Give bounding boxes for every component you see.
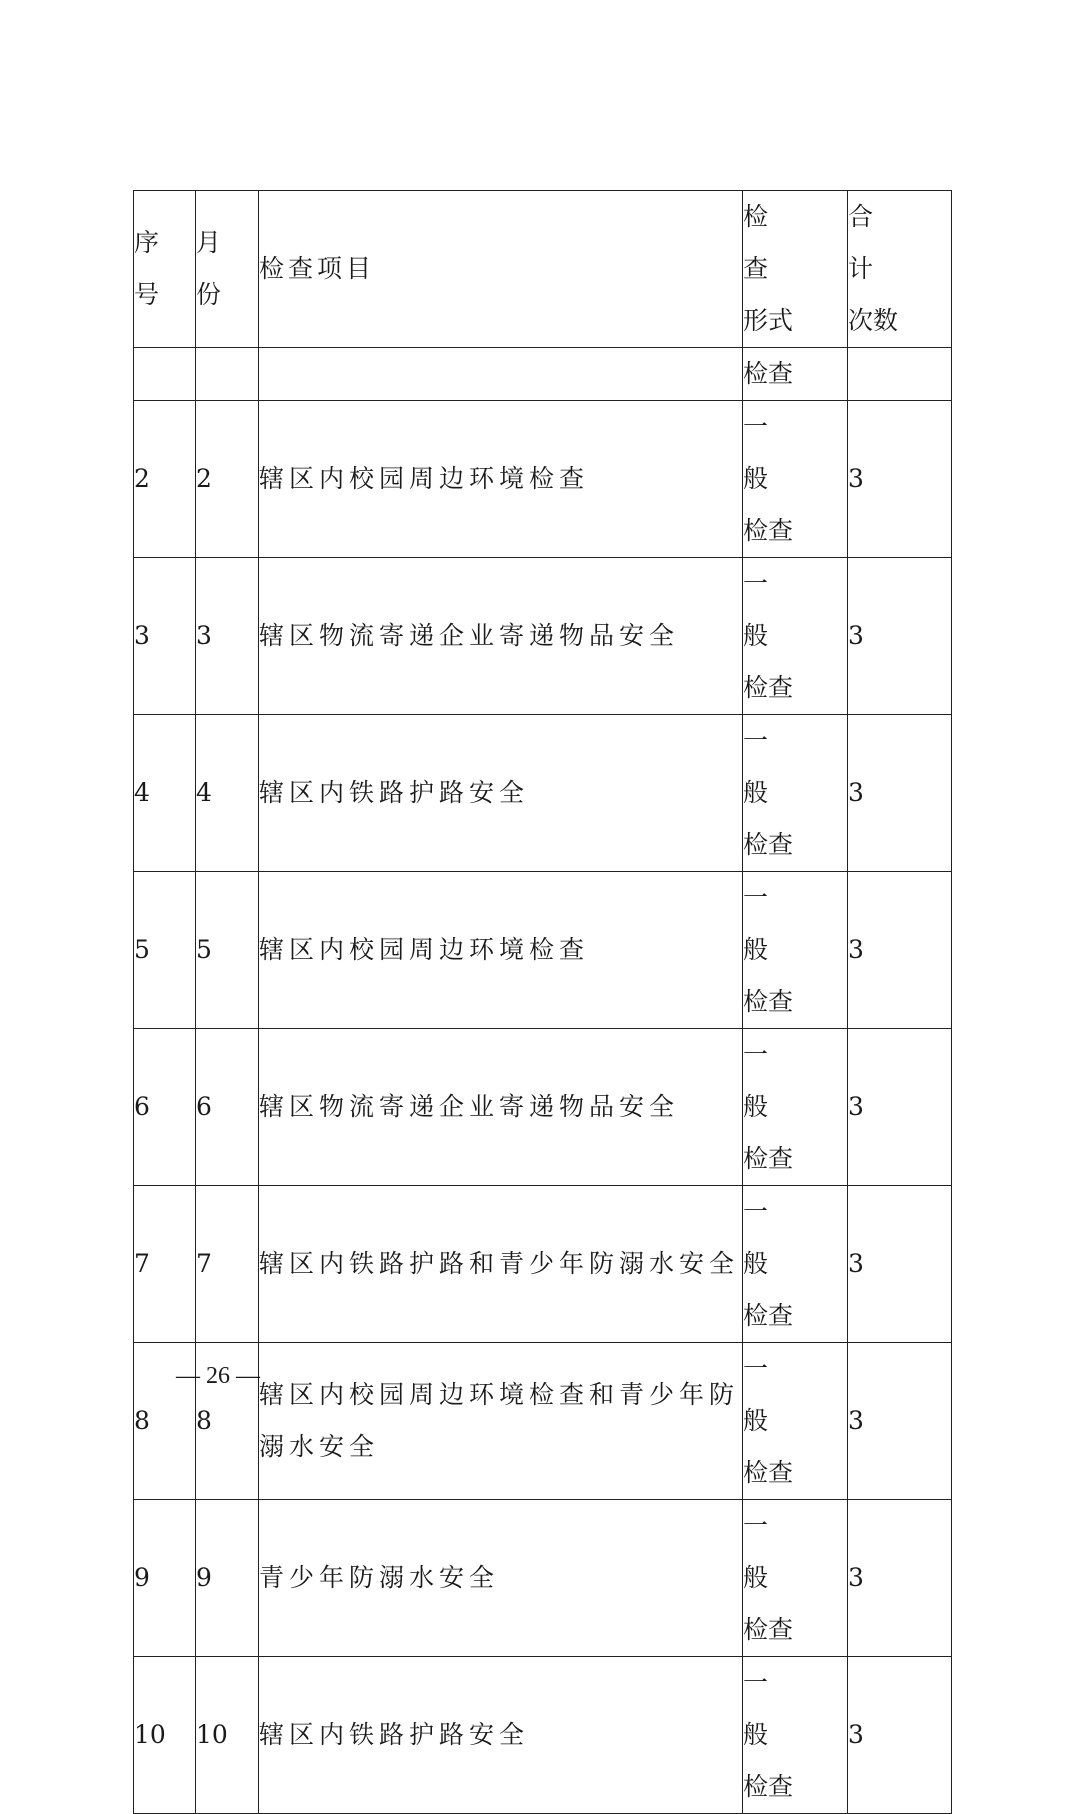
row-month: 8: [196, 1343, 259, 1500]
table-header-row: [134, 191, 952, 348]
row-count: 3: [848, 1657, 952, 1814]
row-item: 辖区物流寄递企业寄递物品安全: [259, 558, 743, 715]
table-row: [134, 1657, 952, 1814]
inspection-schedule-table: [133, 190, 952, 1814]
row-month: 3: [196, 558, 259, 715]
row-form: 一 般 检查: [743, 1500, 848, 1657]
row-form: 一 般 检查: [743, 401, 848, 558]
row-month: 9: [196, 1500, 259, 1657]
row-seq: 5: [134, 872, 196, 1029]
continued-form: 检查: [743, 348, 848, 401]
continued-seq: [134, 348, 196, 401]
row-seq: 6: [134, 1029, 196, 1186]
header-form: 检 查 形式: [743, 191, 848, 348]
table-row: [134, 1029, 952, 1186]
table-row: [134, 558, 952, 715]
header-item: 检查项目: [259, 191, 743, 348]
row-month: 5: [196, 872, 259, 1029]
row-count: 3: [848, 558, 952, 715]
row-seq: 2: [134, 401, 196, 558]
row-form: 一 般 检查: [743, 1029, 848, 1186]
row-form: 一 般 检查: [743, 558, 848, 715]
row-item: 辖区内铁路护路和青少年防溺水安全: [259, 1186, 743, 1343]
row-seq: 4: [134, 715, 196, 872]
row-form: 一 般 检查: [743, 1343, 848, 1500]
row-month: 4: [196, 715, 259, 872]
row-form: 一 般 检查: [743, 715, 848, 872]
continued-row: [134, 348, 952, 401]
row-item: 辖区内校园周边环境检查: [259, 872, 743, 1029]
table-row: [134, 1186, 952, 1343]
row-count: 3: [848, 1500, 952, 1657]
row-count: 3: [848, 872, 952, 1029]
row-count: 3: [848, 1029, 952, 1186]
row-seq: 10: [134, 1657, 196, 1814]
table-row: [134, 401, 952, 558]
row-seq: 7: [134, 1186, 196, 1343]
row-form: 一 般 检查: [743, 1186, 848, 1343]
page-number: — 26 —: [176, 1363, 260, 1389]
row-form: 一 般 检查: [743, 1657, 848, 1814]
row-month: 7: [196, 1186, 259, 1343]
row-count: 3: [848, 1186, 952, 1343]
row-item: 辖区内校园周边环境检查和青少年防溺水安全: [259, 1343, 743, 1500]
header-count: 合 计 次数: [848, 191, 952, 348]
row-month: 10: [196, 1657, 259, 1814]
row-seq: 3: [134, 558, 196, 715]
table-row: [134, 715, 952, 872]
row-item: 辖区内铁路护路安全: [259, 715, 743, 872]
continued-item: [259, 348, 743, 401]
row-month: 6: [196, 1029, 259, 1186]
row-count: 3: [848, 401, 952, 558]
row-seq: 9: [134, 1500, 196, 1657]
table-row: [134, 872, 952, 1029]
row-form: 一 般 检查: [743, 872, 848, 1029]
row-item: 辖区内校园周边环境检查: [259, 401, 743, 558]
row-item: 青少年防溺水安全: [259, 1500, 743, 1657]
continued-month: [196, 348, 259, 401]
row-count: 3: [848, 1343, 952, 1500]
row-item: 辖区物流寄递企业寄递物品安全: [259, 1029, 743, 1186]
continued-count: [848, 348, 952, 401]
header-seq: 序 号: [134, 191, 196, 348]
row-count: 3: [848, 715, 952, 872]
table-row: [134, 1500, 952, 1657]
row-seq: 8: [134, 1343, 196, 1500]
row-item: 辖区内铁路护路安全: [259, 1657, 743, 1814]
row-month: 2: [196, 401, 259, 558]
header-month: 月 份: [196, 191, 259, 348]
